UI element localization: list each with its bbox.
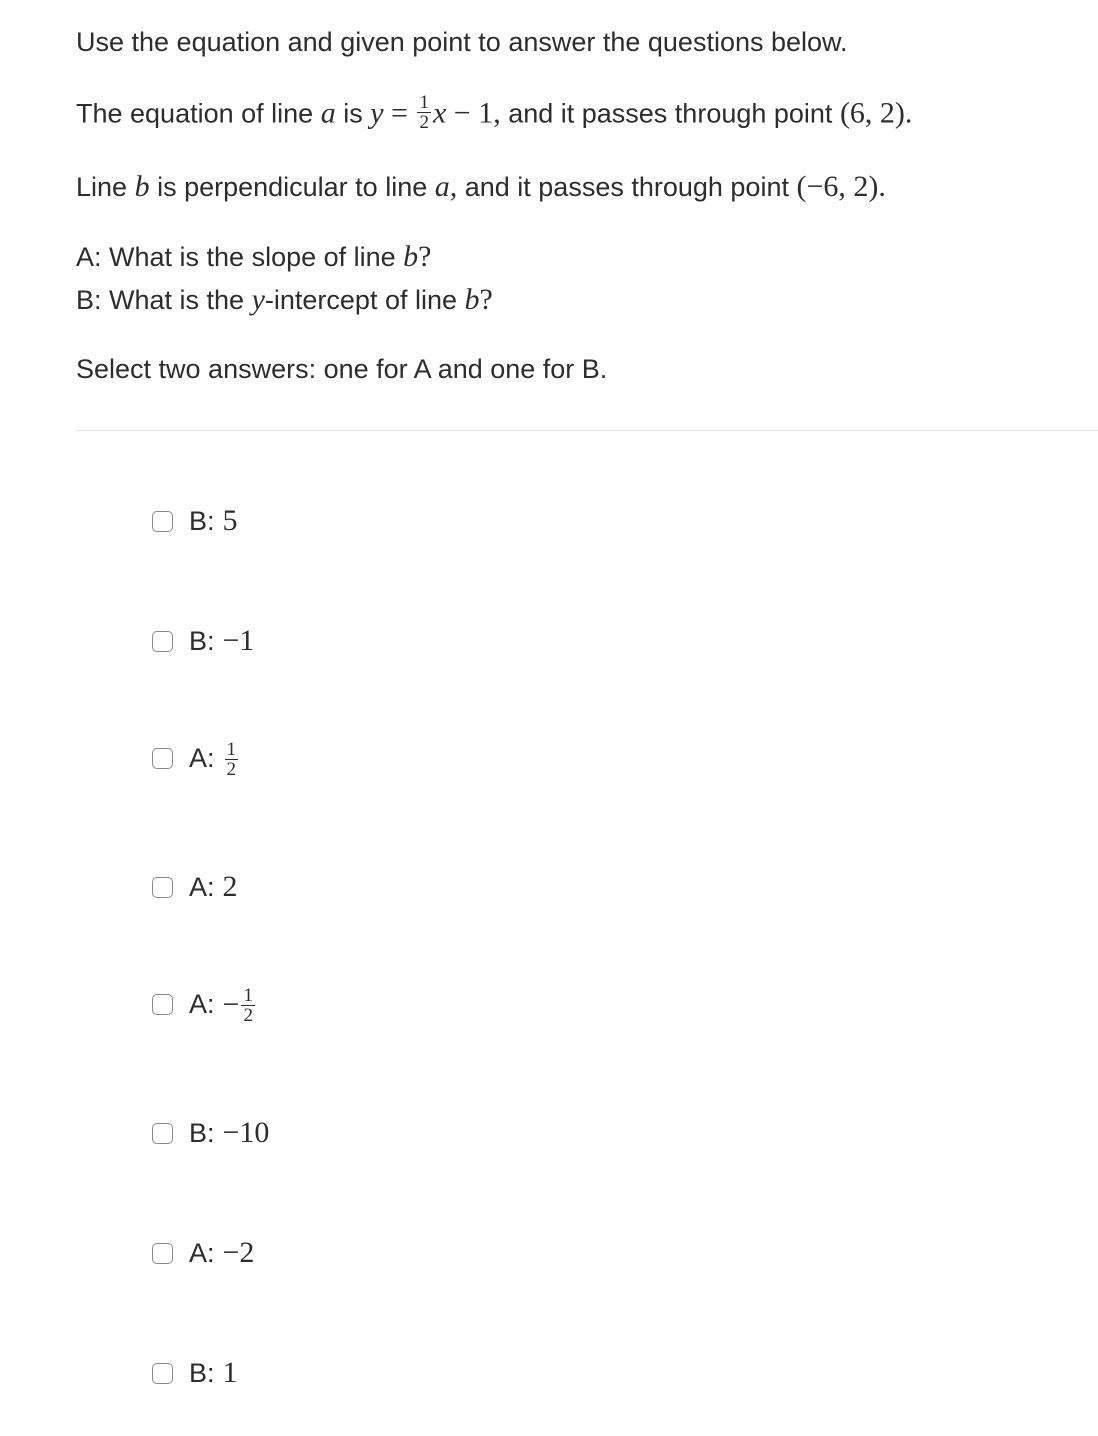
- instruction-text: Select two answers: one for A and one for B.: [76, 354, 608, 384]
- part-b-question: B: What is the y-intercept of line b?: [76, 283, 493, 316]
- checkbox[interactable]: [152, 748, 173, 769]
- checkbox[interactable]: [152, 511, 173, 532]
- option-label: B: −10: [189, 1116, 270, 1149]
- option-a-one-half[interactable]: [152, 739, 240, 778]
- option-label: A: −2: [189, 1236, 255, 1269]
- fraction-one-half: $\frac{1}{2}$: [226, 739, 237, 780]
- option-a-2[interactable]: [152, 870, 238, 904]
- part-a-question: A: What is the slope of line b?: [76, 240, 432, 273]
- checkbox[interactable]: [152, 1363, 173, 1384]
- checkbox[interactable]: [152, 1123, 173, 1144]
- option-label: A: − $\frac{1}{2}$: [189, 985, 253, 1026]
- checkbox[interactable]: [152, 994, 173, 1015]
- checkbox[interactable]: [152, 1243, 173, 1264]
- question-intro: Use the equation and given point to answer the questions below.: [76, 27, 848, 57]
- option-b-5[interactable]: [152, 504, 238, 538]
- option-label: B: −1: [189, 624, 255, 657]
- option-b-1[interactable]: [152, 1356, 238, 1390]
- option-label: A: $\frac{1}{2}$: [189, 739, 237, 780]
- option-a-minus-2[interactable]: [152, 1236, 254, 1270]
- option-a-minus-one-half[interactable]: [152, 985, 257, 1024]
- line-b-statement: Line b is perpendicular to line a, and it passes through point (−6, 2).: [76, 170, 886, 203]
- option-label: A: 2: [189, 870, 238, 903]
- checkbox[interactable]: [152, 631, 173, 652]
- divider: [76, 430, 1098, 431]
- option-label: B: 5: [189, 504, 238, 537]
- option-b-minus-10[interactable]: [152, 1116, 269, 1150]
- checkbox[interactable]: [152, 877, 173, 898]
- fraction-one-half: $\frac{1}{2}$: [243, 985, 253, 1026]
- line-a-statement: The equation of line a is y = $\frac{1}{2}$ x − 1, and it passes through point (6, 2).: [76, 92, 913, 133]
- fraction-one-half: $\frac{1}{2}$: [419, 92, 429, 133]
- option-b-minus-1[interactable]: [152, 624, 254, 658]
- option-label: B: 1: [189, 1356, 238, 1389]
